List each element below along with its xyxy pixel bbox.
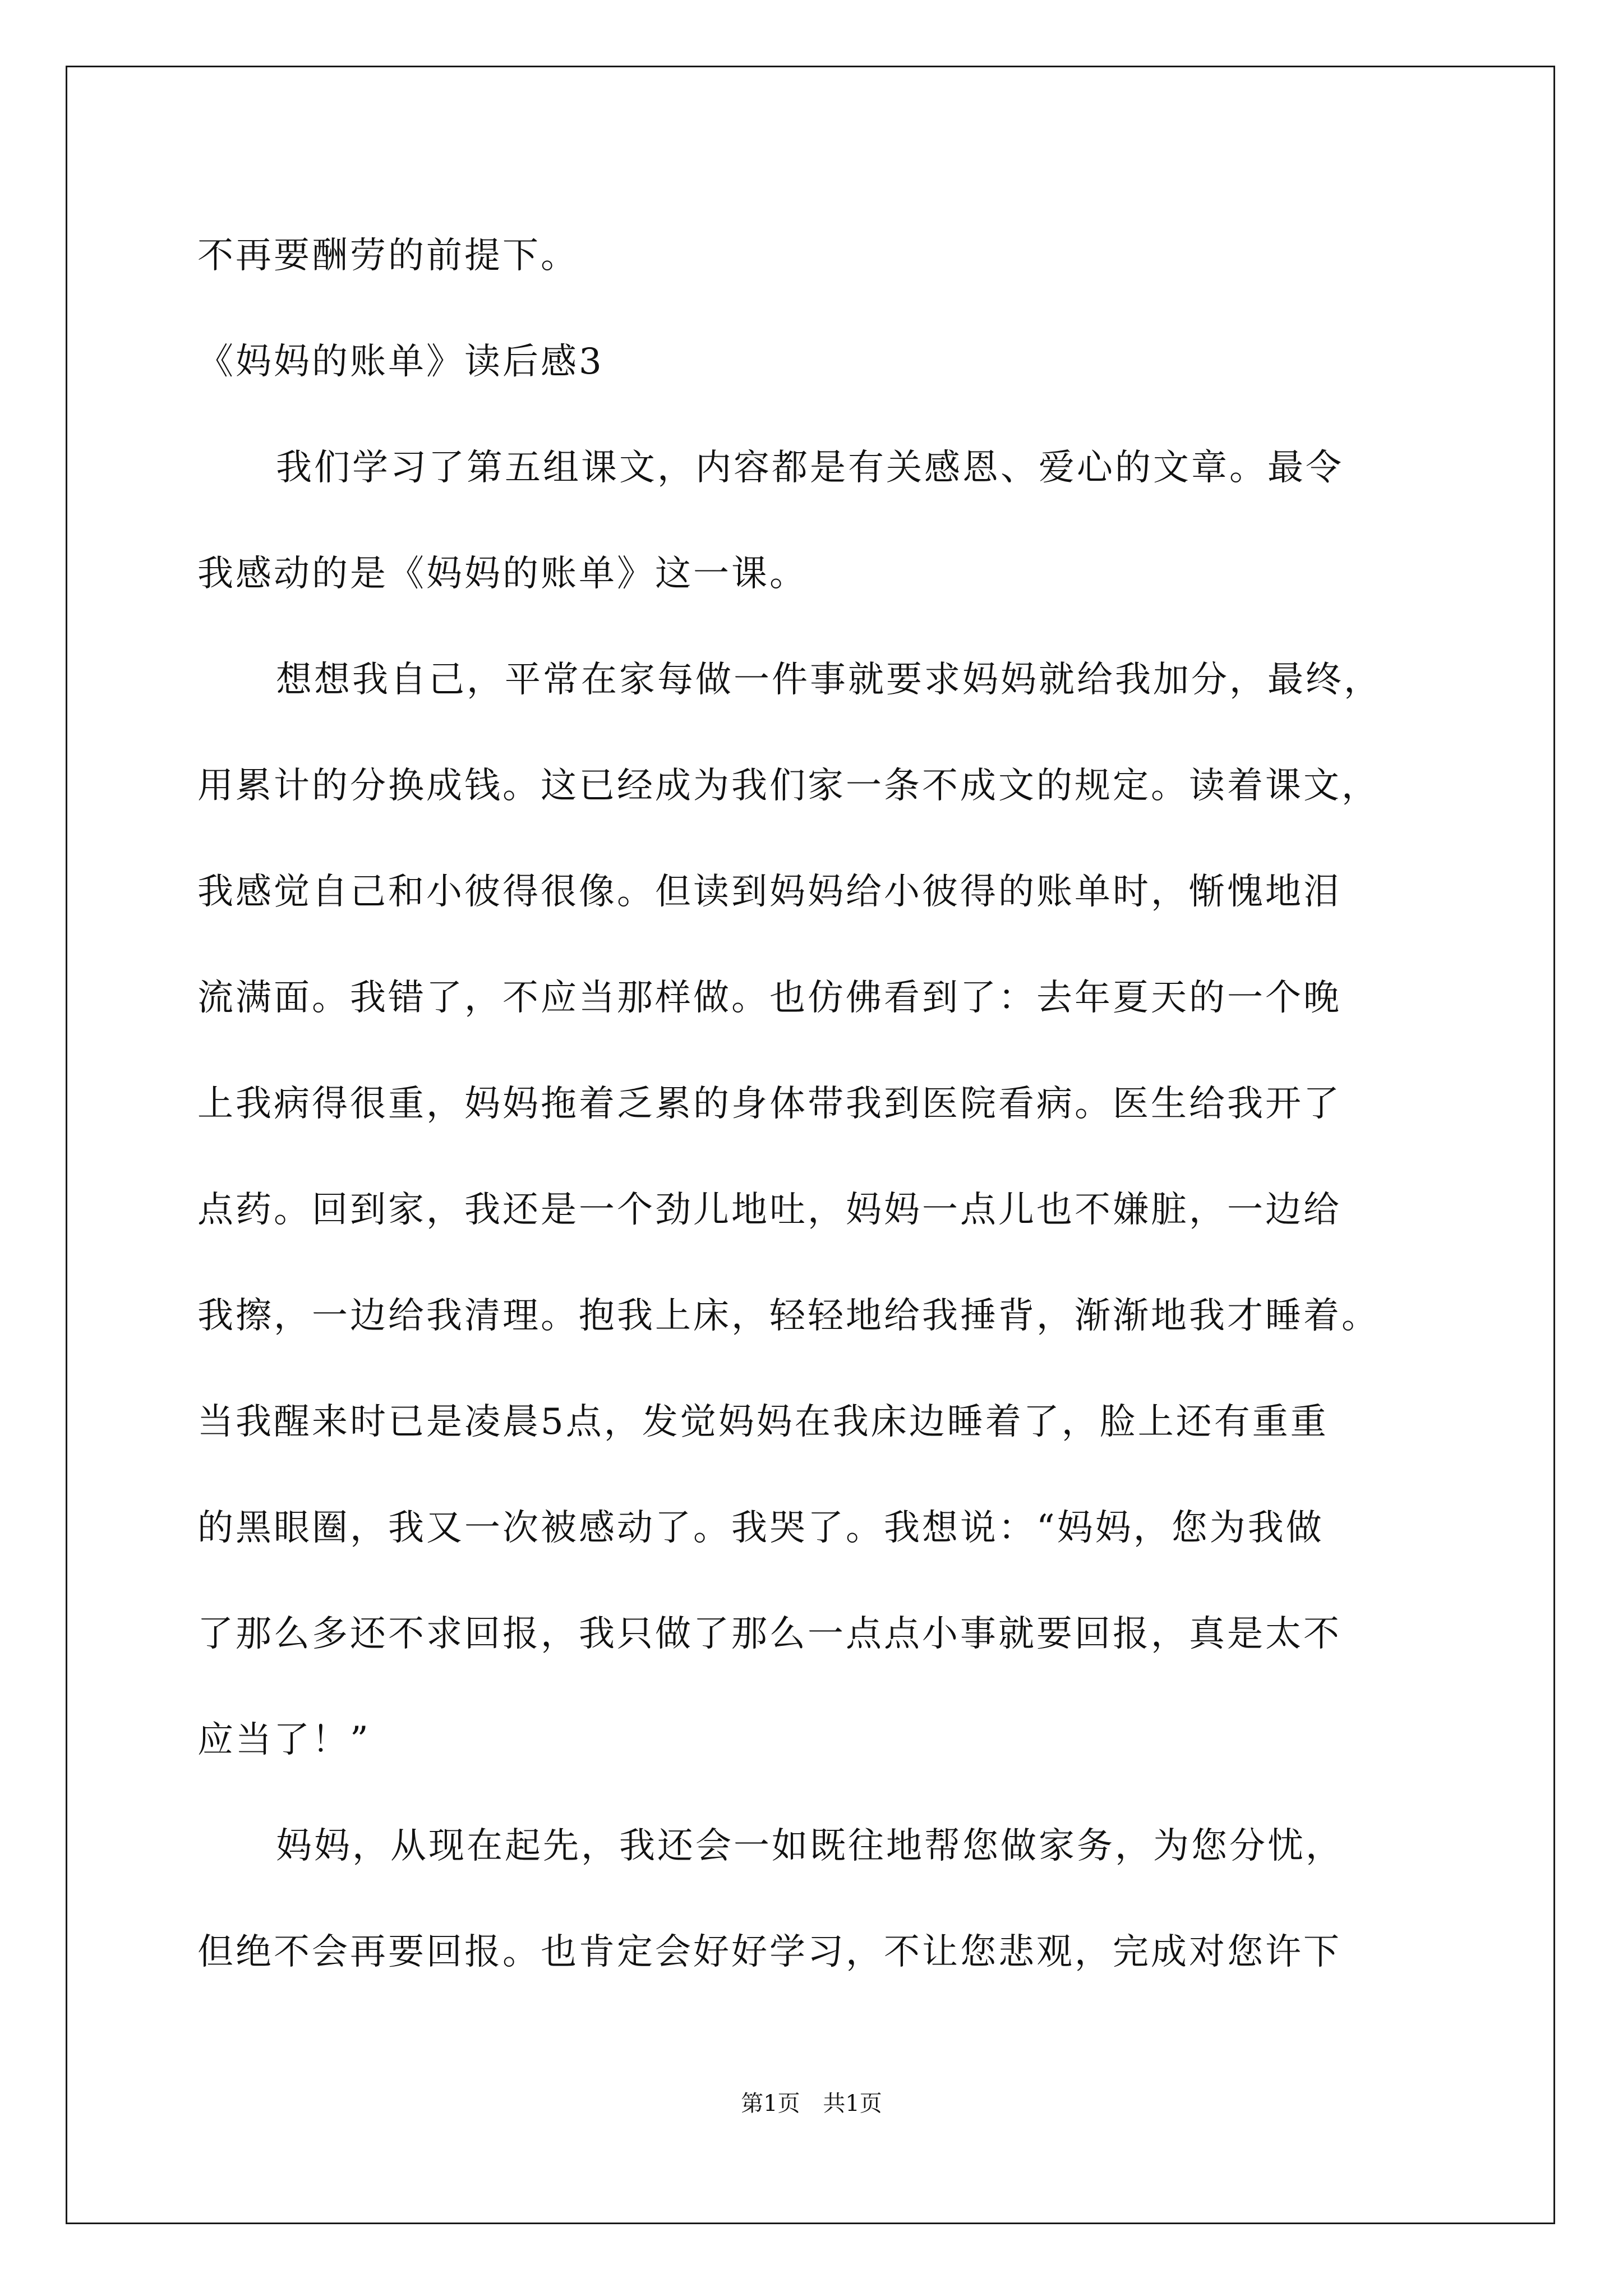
page-footer bbox=[0, 2086, 1623, 2118]
paragraph-line: 流满面。我错了，不应当那样做。也仿佛看到了：去年夏天的一个晚 bbox=[197, 977, 1341, 1019]
paragraph-line: 我感觉自己和小彼得很像。但读到妈妈给小彼得的账单时，惭愧地泪 bbox=[197, 871, 1341, 913]
paragraph-line: 了那么多还不求回报，我只做了那么一点点小事就要回报，真是太不 bbox=[197, 1613, 1341, 1655]
document-body bbox=[197, 203, 1431, 2005]
paragraph-line: 我擦，一边给我清理。抱我上床，轻轻地给我捶背，渐渐地我才睡着。 bbox=[197, 1295, 1380, 1337]
paragraph-line: 上我病得很重，妈妈拖着乏累的身体带我到医院看病。医生给我开了 bbox=[197, 1083, 1341, 1125]
paragraph-line: 当我醒来时已是凌晨5点，发觉妈妈在我床边睡着了，脸上还有重重 bbox=[197, 1401, 1329, 1443]
text-line: 不再要酬劳的前提下。 bbox=[197, 235, 579, 277]
paragraph-line: 用累计的分换成钱。这已经成为我们家一条不成文的规定。读着课文， bbox=[197, 765, 1380, 807]
paragraph-line: 但绝不会再要回报。也肯定会好好学习，不让您悲观，完成对您许下 bbox=[197, 1931, 1341, 1973]
essay-title: 《妈妈的账单》读后感3 bbox=[197, 341, 604, 383]
paragraph-line: 想想我自己，平常在家每做一件事就要求妈妈就给我加分，最终， bbox=[276, 659, 1382, 701]
paragraph-line: 的黑眼圈，我又一次被感动了。我哭了。我想说：“妈妈，您为我做 bbox=[197, 1507, 1324, 1549]
paragraph-line: 应当了！” bbox=[197, 1719, 371, 1761]
paragraph-line: 妈妈，从现在起先，我还会一如既往地帮您做家务，为您分忧， bbox=[276, 1825, 1344, 1867]
paragraph-line: 我感动的是《妈妈的账单》这一课。 bbox=[197, 553, 808, 595]
paragraph-line: 我们学习了第五组课文，内容都是有关感恩、爱心的文章。最令 bbox=[276, 447, 1344, 489]
page-number: 第1页 bbox=[741, 2091, 800, 2116]
paragraph-line: 点药。回到家，我还是一个劲儿地吐，妈妈一点儿也不嫌脏，一边给 bbox=[197, 1189, 1341, 1231]
page-total: 共1页 bbox=[823, 2091, 882, 2116]
